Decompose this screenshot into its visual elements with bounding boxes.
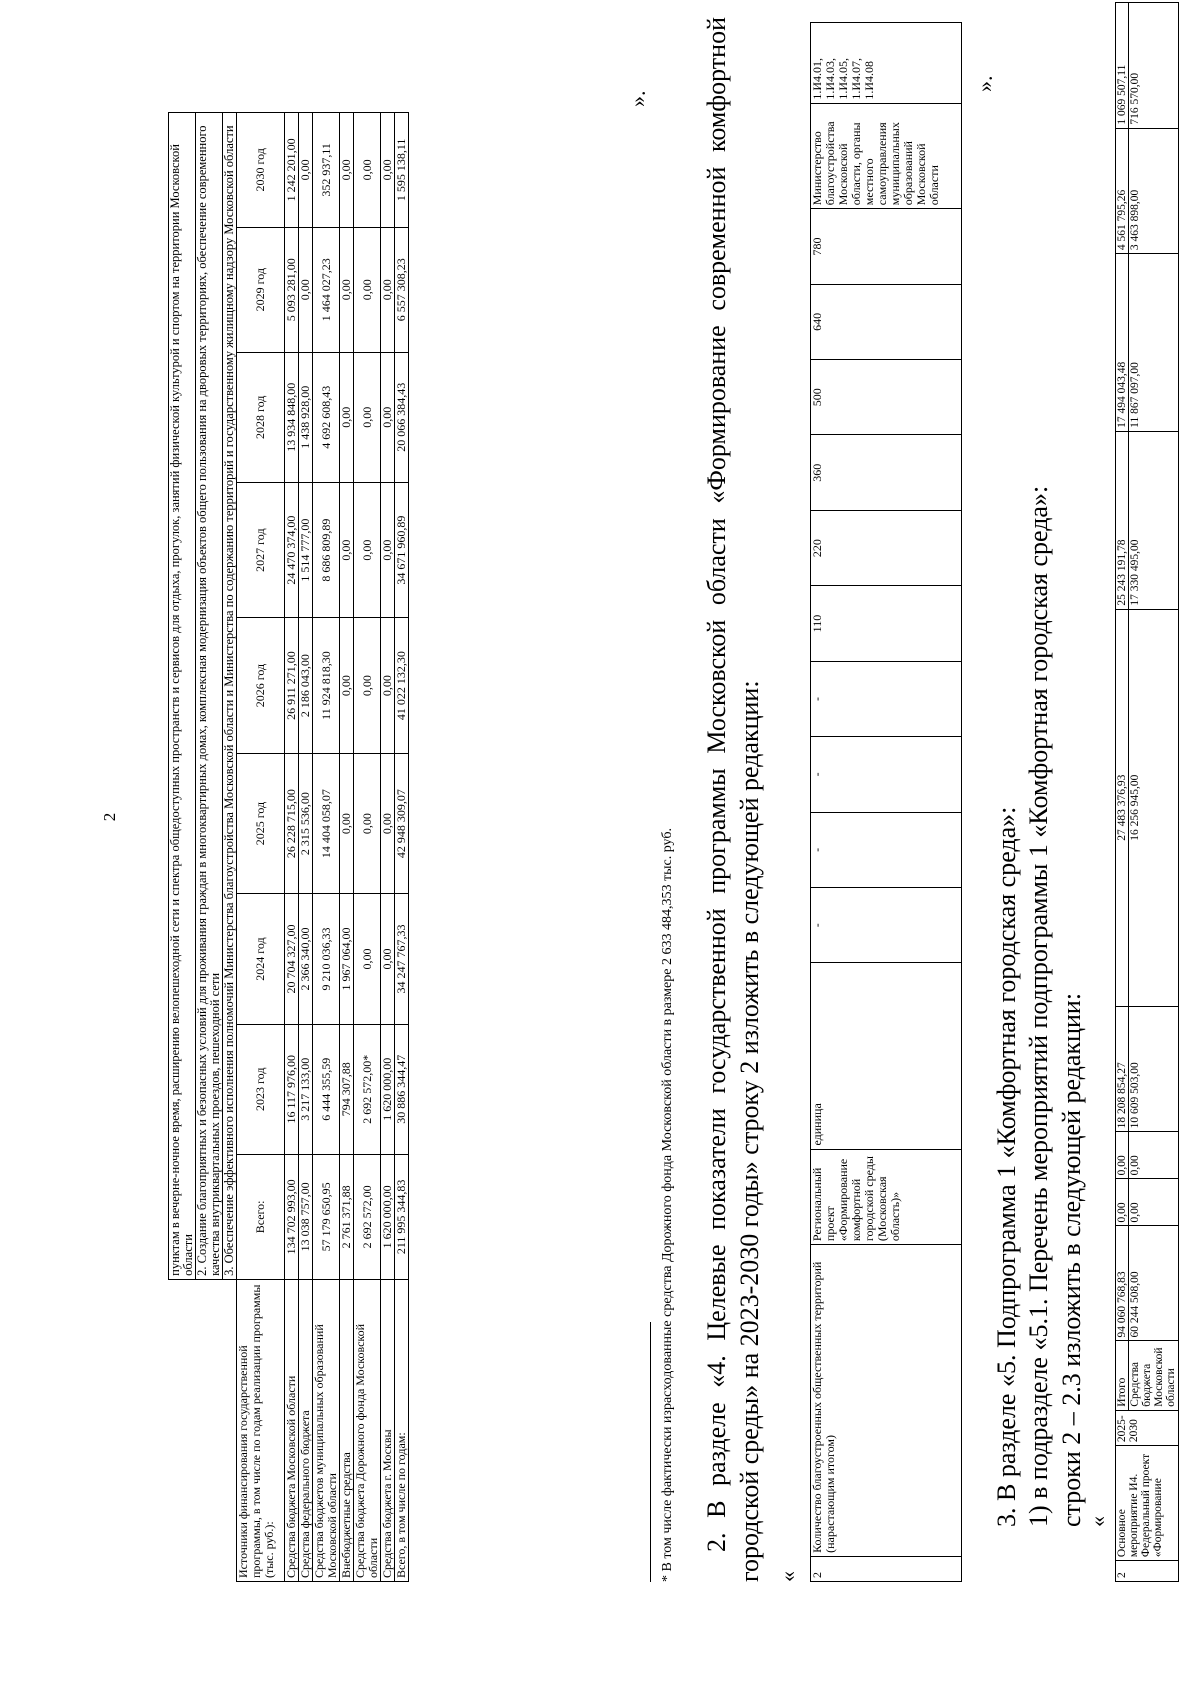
cell: 16 117 976,00 [285, 1024, 299, 1154]
col-header: Всего: [237, 1154, 285, 1279]
cell: 352 937,11 [313, 113, 340, 228]
cell: 0,00 [1129, 1132, 1179, 1179]
cell: 1 595 138,11 [395, 113, 409, 228]
col-header: 2024 год [237, 894, 285, 1024]
cell: 26 911 271,00 [285, 618, 299, 753]
cell: 57 179 650,95 [313, 1154, 340, 1279]
cell: - [811, 737, 962, 812]
col-header: 2025 год [237, 753, 285, 894]
col-header: 2027 год [237, 482, 285, 617]
cell: 13 934 848,00 [285, 352, 299, 482]
table-row [1129, 3, 1179, 1582]
col-header: 2023 год [237, 1024, 285, 1154]
cell: 8 686 809,89 [313, 482, 340, 617]
cell: 4 692 608,43 [313, 352, 340, 482]
cell: 4 561 795,26 [1116, 128, 1129, 253]
cell: 0,00 [340, 482, 354, 617]
row-label: Средства бюджетов муниципальных образований Московской области [313, 1279, 340, 1581]
row-label: Всего, в том числе по годам: [395, 1279, 409, 1581]
subprogram-table [1115, 2, 1179, 1582]
col-header: 2026 год [237, 618, 285, 753]
cell: 500 [811, 360, 962, 435]
cell: 5 093 281,00 [285, 227, 299, 352]
cell: 1 514 777,00 [299, 482, 313, 617]
cell: 1 242 201,00 [285, 113, 299, 228]
cell: 6 444 355,59 [313, 1024, 340, 1154]
cell: 0,00 [299, 113, 313, 228]
cell: 220 [811, 510, 962, 585]
table-row [1116, 3, 1129, 1582]
paragraph-3-1: 1) в подразделе «5.1. Перечень мероприятий подпрограммы 1 «Комфортная городская среда»: [1024, 485, 1053, 1527]
cell: 20 066 384,43 [395, 352, 409, 482]
cell: 2 366 340,00 [299, 894, 313, 1024]
cell: 34 247 767,33 [395, 894, 409, 1024]
finance-description-1: пунктам в вечерне-ночное время, расширению велопешеходной сети и спектра общедоступных пространств и сервисов для отдыха, прогулок, занятий физической культурой и спортом на территории Московской области [169, 113, 196, 1280]
cell: 42 948 309,07 [395, 753, 409, 894]
cell: 6 557 308,23 [395, 227, 409, 352]
open-quote: « [775, 1571, 800, 1582]
cell: 11 867 097,00 [1129, 254, 1179, 432]
cell: 2 692 572,00 [354, 1154, 381, 1279]
footnote: * В том числе фактически израсходованные средства Дорожного фонда Московской области в размере 2 633 484,353 тыс. руб. [660, 828, 675, 1582]
indicator-name: Количество благоустроенных общественных территорий (нарастающим итогом) [811, 1245, 962, 1557]
source-header: Источники финансирования государственной программы, в том числе по годам реализации программы (тыс. руб.): [237, 1279, 285, 1581]
row-label: Средства бюджета Московской области [285, 1279, 299, 1581]
cell: 25 243 191,78 [1116, 431, 1129, 609]
table-row [340, 113, 354, 1582]
cell: 0,00 [381, 113, 395, 228]
indicator-codes: 1.И4.01, 1.И4.03, 1.И4.05, 1.И4.07, 1.И4.08 [811, 23, 962, 104]
cell: 0,00 [340, 113, 354, 228]
cell: 0,00 [1116, 1132, 1129, 1179]
cell: 640 [811, 284, 962, 359]
cell: 2 186 043,00 [299, 618, 313, 753]
cell: 1 464 027,23 [313, 227, 340, 352]
cell: 0,00 [381, 618, 395, 753]
close-quote: ». [625, 90, 650, 107]
cell: - [811, 812, 962, 887]
open-quote: « [1085, 1516, 1110, 1527]
cell: 0,00 [354, 618, 381, 753]
source-label: Средства бюджета Московской области [1129, 1341, 1179, 1410]
row-number: 2 [1116, 1561, 1179, 1582]
paragraph-2 [700, 17, 766, 1582]
finance-description-2: 2. Создание благоприятных и безопасных условий для проживания граждан в многоквартирных домах, комплексная модернизация объектов общего пользования на дворовых территориях, обеспечение современного качества внутриквартальных проездов, пешеходной сети [196, 113, 223, 1280]
cell: 0,00 [354, 753, 381, 894]
cell: 0,00 [340, 352, 354, 482]
cell: 13 038 757,00 [299, 1154, 313, 1279]
cell: 9 210 036,33 [313, 894, 340, 1024]
indicator-responsible: Министерство благоустройства Московской области, органы местного самоуправления муниципальных образований Московской области [811, 103, 962, 209]
cell: 24 470 374,00 [285, 482, 299, 617]
cell: 1 967 064,00 [340, 894, 354, 1024]
cell: 2 761 371,88 [340, 1154, 354, 1279]
cell: 0,00 [354, 894, 381, 1024]
cell: - [811, 661, 962, 736]
cell: 1 438 928,00 [299, 352, 313, 482]
table-row [285, 113, 299, 1582]
col-header: 2028 год [237, 352, 285, 482]
indicator-unit: единица [811, 963, 962, 1149]
cell: 0,00 [381, 482, 395, 617]
cell: 27 483 376,93 [1116, 609, 1129, 1006]
cell: 0,00 [381, 227, 395, 352]
cell: 0,00 [381, 753, 395, 894]
cell: 2 315 536,00 [299, 753, 313, 894]
cell: 110 [811, 586, 962, 661]
cell: 134 702 993,00 [285, 1154, 299, 1279]
cell: 0,00 [354, 227, 381, 352]
cell: 10 609 503,00 [1129, 1006, 1179, 1131]
paragraph-2-text: 2. В разделе «4. Целевые показатели государственной программы Московской области «Формирование современной комфортной городской среды» на 2023-2030 годы» строку 2 изложить в следующей редакции: [702, 17, 764, 1582]
cell: 1 620 000,00 [381, 1154, 395, 1279]
table-row [395, 113, 409, 1582]
row-label: Средства бюджета г. Москвы [381, 1279, 395, 1581]
cell: 3 217 133,00 [299, 1024, 313, 1154]
finance-table [168, 112, 409, 1582]
cell: 1 620 000,00 [381, 1024, 395, 1154]
finance-description-3: 3. Обеспечение эффективного исполнения полномочий Министерства благоустройства Московской области и Министерства по содержанию территорий и государственному жилищному надзору Московской области [223, 113, 237, 1280]
cell: 0,00 [1129, 1179, 1179, 1226]
cell: 60 244 508,00 [1129, 1226, 1179, 1341]
table-row [354, 113, 381, 1582]
cell: 360 [811, 435, 962, 510]
cell: 17 494 043,48 [1116, 254, 1129, 432]
cell: 17 330 495,00 [1129, 431, 1179, 609]
col-header: 2029 год [237, 227, 285, 352]
footnote-divider [650, 1322, 651, 1582]
paragraph-3-2: строки 2 – 2.3 изложить в следующей редакции: [1057, 992, 1086, 1527]
table-row [381, 113, 395, 1582]
cell: 41 022 132,30 [395, 618, 409, 753]
table-row [299, 113, 313, 1582]
cell: 26 228 715,00 [285, 753, 299, 894]
cell: 3 463 898,00 [1129, 128, 1179, 253]
close-quote: ». [972, 75, 997, 92]
cell: 716 570,00 [1129, 3, 1179, 129]
cell: 0,00 [299, 227, 313, 352]
row-label: Средства федерального бюджета [299, 1279, 313, 1581]
cell: 34 671 960,89 [395, 482, 409, 617]
cell: 0,00 [340, 227, 354, 352]
row-label: Внебюджетные средства [340, 1279, 354, 1581]
cell: 780 [811, 209, 962, 284]
cell: 0,00 [340, 618, 354, 753]
col-header: 2030 год [237, 113, 285, 228]
cell: 11 924 818,30 [313, 618, 340, 753]
event-name: Основное мероприятие И4. Федеральный проект «Формирование [1116, 1446, 1179, 1561]
event-period: 2025-2030 [1116, 1410, 1179, 1445]
cell: 0,00 [381, 894, 395, 1024]
cell: 211 995 344,83 [395, 1154, 409, 1279]
table-row [313, 113, 340, 1582]
cell: 2 692 572,00* [354, 1024, 381, 1154]
cell: 1 069 507,11 [1116, 3, 1129, 129]
cell: 794 307,88 [340, 1024, 354, 1154]
cell: 14 404 058,07 [313, 753, 340, 894]
indicator-table [810, 22, 962, 1582]
cell: - [811, 888, 962, 963]
cell: 0,00 [354, 352, 381, 482]
cell: 18 208 854,27 [1116, 1006, 1129, 1131]
cell: 0,00 [354, 482, 381, 617]
cell: 0,00 [340, 753, 354, 894]
cell: 94 060 768,83 [1116, 1226, 1129, 1341]
page-number: 2 [100, 812, 119, 822]
table-row [811, 23, 962, 1582]
cell: 0,00 [1116, 1179, 1129, 1226]
row-label: Средства бюджета Дорожного фонда Московской области [354, 1279, 381, 1581]
source-label: Итого [1116, 1341, 1129, 1410]
cell: 0,00 [381, 352, 395, 482]
cell: 16 256 945,00 [1129, 609, 1179, 1006]
cell: 30 886 344,47 [395, 1024, 409, 1154]
cell: 0,00 [354, 113, 381, 228]
row-number: 2 [811, 1556, 962, 1581]
paragraph-3: 3. В разделе «5. Подпрограмма 1 «Комфортная городская среда»: [992, 806, 1021, 1527]
indicator-project: Региональный проект «Формирование комфортной городской среды (Московская область)» [811, 1149, 962, 1245]
cell: 20 704 327,00 [285, 894, 299, 1024]
